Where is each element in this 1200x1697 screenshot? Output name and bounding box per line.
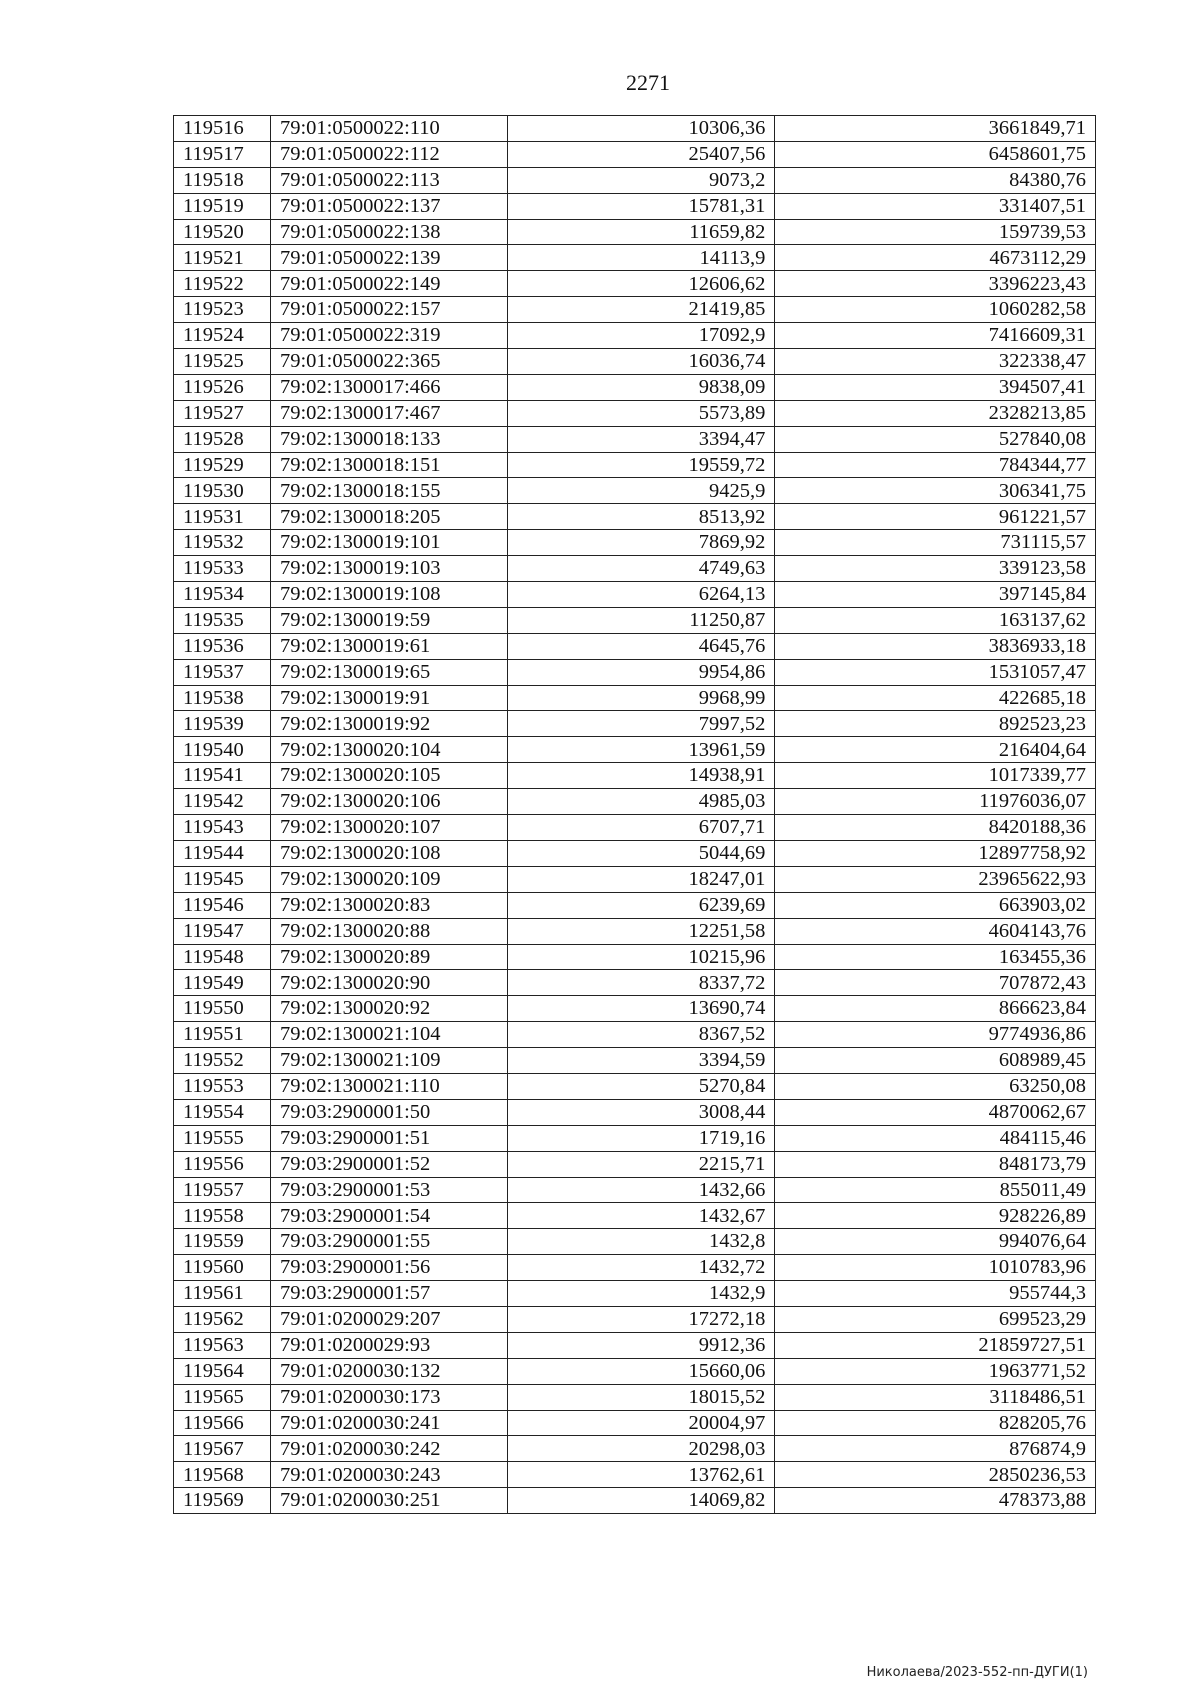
value-cell: 527840,08 — [775, 426, 1096, 452]
row-number-cell: 119521 — [174, 245, 271, 271]
value-cell: 4870062,67 — [775, 1099, 1096, 1125]
area-cell: 4645,76 — [507, 633, 775, 659]
value-cell: 306341,75 — [775, 478, 1096, 504]
value-cell: 1010783,96 — [775, 1255, 1096, 1281]
area-cell: 1432,66 — [507, 1177, 775, 1203]
area-cell: 13690,74 — [507, 996, 775, 1022]
cadastral-number-cell: 79:01:0500022:139 — [270, 245, 507, 271]
value-cell: 331407,51 — [775, 193, 1096, 219]
area-cell: 8367,52 — [507, 1022, 775, 1048]
table-row — [174, 1358, 1096, 1384]
row-number-cell: 119541 — [174, 763, 271, 789]
area-cell: 15781,31 — [507, 193, 775, 219]
row-number-cell: 119568 — [174, 1462, 271, 1488]
area-cell: 17272,18 — [507, 1306, 775, 1332]
area-cell: 14938,91 — [507, 763, 775, 789]
value-cell: 828205,76 — [775, 1410, 1096, 1436]
cadastral-number-cell: 79:01:0200030:132 — [270, 1358, 507, 1384]
area-cell: 6264,13 — [507, 582, 775, 608]
table-row — [174, 607, 1096, 633]
cadastral-number-cell: 79:02:1300019:101 — [270, 530, 507, 556]
table-row — [174, 1384, 1096, 1410]
cadastral-number-cell: 79:02:1300020:105 — [270, 763, 507, 789]
cadastral-number-cell: 79:01:0500022:112 — [270, 141, 507, 167]
row-number-cell: 119529 — [174, 452, 271, 478]
value-cell: 928226,89 — [775, 1203, 1096, 1229]
row-number-cell: 119551 — [174, 1022, 271, 1048]
cadastral-number-cell: 79:01:0200030:173 — [270, 1384, 507, 1410]
value-cell: 699523,29 — [775, 1306, 1096, 1332]
cadastral-number-cell: 79:01:0200030:241 — [270, 1410, 507, 1436]
area-cell: 20298,03 — [507, 1436, 775, 1462]
row-number-cell: 119525 — [174, 349, 271, 375]
cadastral-number-cell: 79:02:1300017:466 — [270, 374, 507, 400]
row-number-cell: 119552 — [174, 1048, 271, 1074]
cadastral-number-cell: 79:02:1300017:467 — [270, 400, 507, 426]
table-row — [174, 1022, 1096, 1048]
table-row — [174, 504, 1096, 530]
value-cell: 2850236,53 — [775, 1462, 1096, 1488]
cadastral-number-cell: 79:03:2900001:55 — [270, 1229, 507, 1255]
table-row — [174, 193, 1096, 219]
value-cell: 4604143,76 — [775, 918, 1096, 944]
value-cell: 478373,88 — [775, 1488, 1096, 1514]
value-cell: 955744,3 — [775, 1281, 1096, 1307]
row-number-cell: 119554 — [174, 1099, 271, 1125]
cadastral-number-cell: 79:02:1300020:107 — [270, 815, 507, 841]
row-number-cell: 119518 — [174, 167, 271, 193]
document-footer: Николаева/2023-552-пп-ДУГИ(1) — [866, 1665, 1088, 1680]
area-cell: 15660,06 — [507, 1358, 775, 1384]
value-cell: 731115,57 — [775, 530, 1096, 556]
cadastral-number-cell: 79:02:1300019:91 — [270, 685, 507, 711]
row-number-cell: 119558 — [174, 1203, 271, 1229]
registry-table-body — [174, 116, 1096, 1514]
value-cell: 608989,45 — [775, 1048, 1096, 1074]
table-row — [174, 374, 1096, 400]
row-number-cell: 119559 — [174, 1229, 271, 1255]
cadastral-number-cell: 79:02:1300020:92 — [270, 996, 507, 1022]
area-cell: 1719,16 — [507, 1125, 775, 1151]
row-number-cell: 119531 — [174, 504, 271, 530]
value-cell: 21859727,51 — [775, 1332, 1096, 1358]
table-row — [174, 478, 1096, 504]
table-row — [174, 789, 1096, 815]
area-cell: 11250,87 — [507, 607, 775, 633]
table-row — [174, 116, 1096, 142]
cadastral-number-cell: 79:01:0200029:93 — [270, 1332, 507, 1358]
table-row — [174, 970, 1096, 996]
value-cell: 163455,36 — [775, 944, 1096, 970]
cadastral-number-cell: 79:02:1300021:104 — [270, 1022, 507, 1048]
row-number-cell: 119569 — [174, 1488, 271, 1514]
area-cell: 12251,58 — [507, 918, 775, 944]
table-row — [174, 1306, 1096, 1332]
area-cell: 3394,47 — [507, 426, 775, 452]
area-cell: 4749,63 — [507, 556, 775, 582]
area-cell: 9073,2 — [507, 167, 775, 193]
cadastral-number-cell: 79:02:1300020:90 — [270, 970, 507, 996]
table-row — [174, 711, 1096, 737]
cadastral-number-cell: 79:02:1300020:108 — [270, 840, 507, 866]
cadastral-number-cell: 79:01:0500022:137 — [270, 193, 507, 219]
area-cell: 1432,67 — [507, 1203, 775, 1229]
area-cell: 5270,84 — [507, 1073, 775, 1099]
area-cell: 3008,44 — [507, 1099, 775, 1125]
cadastral-number-cell: 79:02:1300020:83 — [270, 892, 507, 918]
cadastral-number-cell: 79:02:1300019:59 — [270, 607, 507, 633]
table-row — [174, 1332, 1096, 1358]
value-cell: 2328213,85 — [775, 400, 1096, 426]
value-cell: 6458601,75 — [775, 141, 1096, 167]
row-number-cell: 119532 — [174, 530, 271, 556]
area-cell: 7869,92 — [507, 530, 775, 556]
cadastral-number-cell: 79:02:1300020:106 — [270, 789, 507, 815]
row-number-cell: 119519 — [174, 193, 271, 219]
table-row — [174, 323, 1096, 349]
table-row — [174, 141, 1096, 167]
row-number-cell: 119563 — [174, 1332, 271, 1358]
row-number-cell: 119540 — [174, 737, 271, 763]
table-row — [174, 1436, 1096, 1462]
row-number-cell: 119539 — [174, 711, 271, 737]
area-cell: 7997,52 — [507, 711, 775, 737]
row-number-cell: 119517 — [174, 141, 271, 167]
value-cell: 1963771,52 — [775, 1358, 1096, 1384]
area-cell: 18247,01 — [507, 866, 775, 892]
cadastral-number-cell: 79:01:0500022:365 — [270, 349, 507, 375]
area-cell: 6239,69 — [507, 892, 775, 918]
value-cell: 7416609,31 — [775, 323, 1096, 349]
value-cell: 707872,43 — [775, 970, 1096, 996]
cadastral-number-cell: 79:03:2900001:56 — [270, 1255, 507, 1281]
table-row — [174, 400, 1096, 426]
cadastral-number-cell: 79:02:1300019:61 — [270, 633, 507, 659]
table-row — [174, 996, 1096, 1022]
table-row — [174, 1488, 1096, 1514]
value-cell: 855011,49 — [775, 1177, 1096, 1203]
value-cell: 84380,76 — [775, 167, 1096, 193]
row-number-cell: 119556 — [174, 1151, 271, 1177]
value-cell: 994076,64 — [775, 1229, 1096, 1255]
table-row — [174, 1099, 1096, 1125]
area-cell: 17092,9 — [507, 323, 775, 349]
area-cell: 1432,9 — [507, 1281, 775, 1307]
cadastral-number-cell: 79:03:2900001:50 — [270, 1099, 507, 1125]
value-cell: 1060282,58 — [775, 297, 1096, 323]
value-cell: 163137,62 — [775, 607, 1096, 633]
value-cell: 866623,84 — [775, 996, 1096, 1022]
area-cell: 13762,61 — [507, 1462, 775, 1488]
cadastral-number-cell: 79:01:0500022:113 — [270, 167, 507, 193]
cadastral-number-cell: 79:01:0500022:319 — [270, 323, 507, 349]
cadastral-number-cell: 79:03:2900001:52 — [270, 1151, 507, 1177]
value-cell: 3836933,18 — [775, 633, 1096, 659]
cadastral-number-cell: 79:01:0500022:149 — [270, 271, 507, 297]
value-cell: 484115,46 — [775, 1125, 1096, 1151]
value-cell: 63250,08 — [775, 1073, 1096, 1099]
table-row — [174, 1255, 1096, 1281]
table-row — [174, 1203, 1096, 1229]
row-number-cell: 119564 — [174, 1358, 271, 1384]
value-cell: 848173,79 — [775, 1151, 1096, 1177]
area-cell: 6707,71 — [507, 815, 775, 841]
row-number-cell: 119547 — [174, 918, 271, 944]
cadastral-number-cell: 79:03:2900001:53 — [270, 1177, 507, 1203]
area-cell: 21419,85 — [507, 297, 775, 323]
table-row — [174, 659, 1096, 685]
area-cell: 9954,86 — [507, 659, 775, 685]
area-cell: 3394,59 — [507, 1048, 775, 1074]
row-number-cell: 119520 — [174, 219, 271, 245]
table-row — [174, 944, 1096, 970]
value-cell: 3118486,51 — [775, 1384, 1096, 1410]
cadastral-number-cell: 79:01:0500022:157 — [270, 297, 507, 323]
table-row — [174, 1281, 1096, 1307]
row-number-cell: 119566 — [174, 1410, 271, 1436]
table-row — [174, 633, 1096, 659]
table-row — [174, 271, 1096, 297]
value-cell: 11976036,07 — [775, 789, 1096, 815]
area-cell: 5044,69 — [507, 840, 775, 866]
value-cell: 339123,58 — [775, 556, 1096, 582]
cadastral-number-cell: 79:02:1300020:109 — [270, 866, 507, 892]
table-row — [174, 245, 1096, 271]
table-row — [174, 866, 1096, 892]
cadastral-number-cell: 79:02:1300019:103 — [270, 556, 507, 582]
value-cell: 961221,57 — [775, 504, 1096, 530]
row-number-cell: 119557 — [174, 1177, 271, 1203]
row-number-cell: 119544 — [174, 840, 271, 866]
value-cell: 8420188,36 — [775, 815, 1096, 841]
row-number-cell: 119530 — [174, 478, 271, 504]
area-cell: 10215,96 — [507, 944, 775, 970]
cadastral-number-cell: 79:02:1300018:151 — [270, 452, 507, 478]
cadastral-number-cell: 79:03:2900001:57 — [270, 1281, 507, 1307]
table-row — [174, 1151, 1096, 1177]
area-cell: 1432,8 — [507, 1229, 775, 1255]
table-row — [174, 219, 1096, 245]
row-number-cell: 119565 — [174, 1384, 271, 1410]
cadastral-number-cell: 79:03:2900001:54 — [270, 1203, 507, 1229]
value-cell: 422685,18 — [775, 685, 1096, 711]
cadastral-number-cell: 79:02:1300021:109 — [270, 1048, 507, 1074]
area-cell: 14113,9 — [507, 245, 775, 271]
value-cell: 1531057,47 — [775, 659, 1096, 685]
cadastral-number-cell: 79:02:1300020:104 — [270, 737, 507, 763]
table-row — [174, 1229, 1096, 1255]
area-cell: 13961,59 — [507, 737, 775, 763]
value-cell: 9774936,86 — [775, 1022, 1096, 1048]
row-number-cell: 119562 — [174, 1306, 271, 1332]
cadastral-number-cell: 79:01:0500022:110 — [270, 116, 507, 142]
area-cell: 4985,03 — [507, 789, 775, 815]
value-cell: 216404,64 — [775, 737, 1096, 763]
area-cell: 12606,62 — [507, 271, 775, 297]
area-cell: 25407,56 — [507, 141, 775, 167]
table-row — [174, 530, 1096, 556]
row-number-cell: 119560 — [174, 1255, 271, 1281]
area-cell: 1432,72 — [507, 1255, 775, 1281]
value-cell: 3661849,71 — [775, 116, 1096, 142]
area-cell: 9968,99 — [507, 685, 775, 711]
area-cell: 19559,72 — [507, 452, 775, 478]
area-cell: 8337,72 — [507, 970, 775, 996]
value-cell: 784344,77 — [775, 452, 1096, 478]
row-number-cell: 119533 — [174, 556, 271, 582]
row-number-cell: 119534 — [174, 582, 271, 608]
value-cell: 12897758,92 — [775, 840, 1096, 866]
row-number-cell: 119545 — [174, 866, 271, 892]
row-number-cell: 119538 — [174, 685, 271, 711]
cadastral-number-cell: 79:01:0200029:207 — [270, 1306, 507, 1332]
area-cell: 14069,82 — [507, 1488, 775, 1514]
table-row — [174, 167, 1096, 193]
value-cell: 159739,53 — [775, 219, 1096, 245]
table-row — [174, 426, 1096, 452]
table-row — [174, 582, 1096, 608]
cadastral-number-cell: 79:02:1300019:108 — [270, 582, 507, 608]
value-cell: 322338,47 — [775, 349, 1096, 375]
row-number-cell: 119536 — [174, 633, 271, 659]
table-row — [174, 685, 1096, 711]
cadastral-number-cell: 79:01:0200030:251 — [270, 1488, 507, 1514]
cadastral-number-cell: 79:02:1300018:205 — [270, 504, 507, 530]
row-number-cell: 119548 — [174, 944, 271, 970]
row-number-cell: 119524 — [174, 323, 271, 349]
page-number: 2271 — [626, 70, 670, 95]
table-row — [174, 1177, 1096, 1203]
cadastral-number-cell: 79:01:0200030:243 — [270, 1462, 507, 1488]
cadastral-number-cell: 79:01:0200030:242 — [270, 1436, 507, 1462]
area-cell: 5573,89 — [507, 400, 775, 426]
table-row — [174, 737, 1096, 763]
table-row — [174, 452, 1096, 478]
table-row — [174, 1125, 1096, 1151]
registry-table — [173, 115, 1096, 1514]
value-cell: 394507,41 — [775, 374, 1096, 400]
table-row — [174, 763, 1096, 789]
cadastral-number-cell: 79:02:1300019:92 — [270, 711, 507, 737]
area-cell: 20004,97 — [507, 1410, 775, 1436]
row-number-cell: 119516 — [174, 116, 271, 142]
table-row — [174, 1048, 1096, 1074]
row-number-cell: 119561 — [174, 1281, 271, 1307]
value-cell: 397145,84 — [775, 582, 1096, 608]
row-number-cell: 119527 — [174, 400, 271, 426]
table-row — [174, 815, 1096, 841]
area-cell: 9425,9 — [507, 478, 775, 504]
cadastral-number-cell: 79:02:1300020:88 — [270, 918, 507, 944]
area-cell: 9912,36 — [507, 1332, 775, 1358]
row-number-cell: 119528 — [174, 426, 271, 452]
row-number-cell: 119526 — [174, 374, 271, 400]
table-row — [174, 349, 1096, 375]
table-row — [174, 840, 1096, 866]
cadastral-number-cell: 79:01:0500022:138 — [270, 219, 507, 245]
value-cell: 23965622,93 — [775, 866, 1096, 892]
table-row — [174, 297, 1096, 323]
row-number-cell: 119546 — [174, 892, 271, 918]
row-number-cell: 119550 — [174, 996, 271, 1022]
area-cell: 9838,09 — [507, 374, 775, 400]
row-number-cell: 119543 — [174, 815, 271, 841]
table-row — [174, 1410, 1096, 1436]
table-row — [174, 1462, 1096, 1488]
table-row — [174, 892, 1096, 918]
row-number-cell: 119555 — [174, 1125, 271, 1151]
area-cell: 2215,71 — [507, 1151, 775, 1177]
cadastral-number-cell: 79:03:2900001:51 — [270, 1125, 507, 1151]
table-row — [174, 1073, 1096, 1099]
area-cell: 18015,52 — [507, 1384, 775, 1410]
value-cell: 3396223,43 — [775, 271, 1096, 297]
value-cell: 4673112,29 — [775, 245, 1096, 271]
table-row — [174, 556, 1096, 582]
row-number-cell: 119549 — [174, 970, 271, 996]
cadastral-number-cell: 79:02:1300018:155 — [270, 478, 507, 504]
row-number-cell: 119537 — [174, 659, 271, 685]
row-number-cell: 119553 — [174, 1073, 271, 1099]
value-cell: 876874,9 — [775, 1436, 1096, 1462]
area-cell: 8513,92 — [507, 504, 775, 530]
row-number-cell: 119542 — [174, 789, 271, 815]
cadastral-number-cell: 79:02:1300020:89 — [270, 944, 507, 970]
area-cell: 16036,74 — [507, 349, 775, 375]
area-cell: 10306,36 — [507, 116, 775, 142]
row-number-cell: 119567 — [174, 1436, 271, 1462]
row-number-cell: 119522 — [174, 271, 271, 297]
cadastral-number-cell: 79:02:1300018:133 — [270, 426, 507, 452]
cadastral-number-cell: 79:02:1300021:110 — [270, 1073, 507, 1099]
cadastral-number-cell: 79:02:1300019:65 — [270, 659, 507, 685]
value-cell: 1017339,77 — [775, 763, 1096, 789]
table-row — [174, 918, 1096, 944]
value-cell: 892523,23 — [775, 711, 1096, 737]
area-cell: 11659,82 — [507, 219, 775, 245]
value-cell: 663903,02 — [775, 892, 1096, 918]
row-number-cell: 119535 — [174, 607, 271, 633]
row-number-cell: 119523 — [174, 297, 271, 323]
